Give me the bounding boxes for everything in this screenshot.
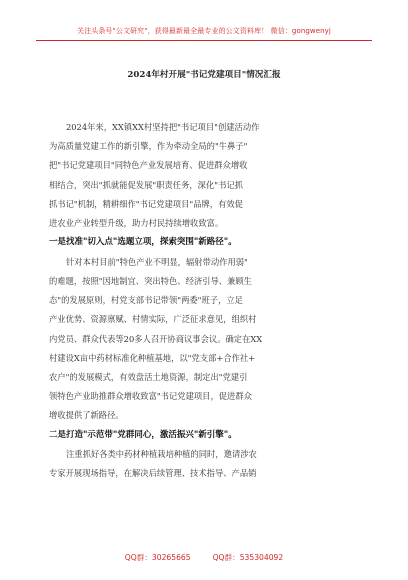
text-line: [49, 118, 359, 137]
footer-qq-group-1: QQ群：30265665: [124, 553, 191, 562]
body-paragraph: [49, 118, 359, 233]
body-paragraph: [49, 445, 359, 483]
text-line: [49, 253, 359, 272]
header-divider: [36, 40, 372, 41]
text-line: 农户"的发展模式，有效盘活土地资源，制定出"党建引: [49, 372, 248, 383]
text-line-content: 2024年来，XX镇XX村坚持把"书记项目"创建活动作: [66, 122, 260, 132]
text-line: 把"书记党建项目"同特色产业发展培育、促进群众增收: [49, 160, 248, 171]
text-line-content: 针对本村目前"特色产业不明显，辐射带动作用弱": [66, 256, 248, 267]
document-title: 2024年村开展"书记党建项目"情况汇报: [127, 70, 281, 80]
footer-qq-group-2: QQ群：535304092: [212, 553, 284, 562]
text-line: 态"的发展原则，村党支部书记带领"两委"班子，立足: [49, 295, 243, 306]
document-body: [49, 118, 359, 484]
text-line: 领特色产业助推群众增收致富"书记党建项目，促进群众: [49, 391, 252, 402]
text-line: 为高质量党建工作的新引擎，作为牵动全局的"牛鼻子": [49, 141, 248, 152]
text-line: 增收提供了新路径。: [49, 410, 124, 421]
text-line: 产业优势、资源禀赋、村情实际，广泛征求意见，组织村: [49, 314, 257, 325]
text-line: 村建设X亩中药材标准化种植基地，以"党支部+合作社+: [49, 352, 256, 363]
text-line: 内党员、群众代表等20多人召开协商议事会议。确定在XX: [49, 333, 263, 344]
text-line: 抓书记"机制，精耕细作"书记党建项目"品牌，有效促: [49, 198, 243, 209]
text-line: 相结合，突出"抓就能促发展"职责任务，深化"书记抓: [49, 179, 243, 190]
text-line-content: 注重抓好各类中药材种植栽培种植的同时，邀请涉农: [66, 449, 257, 460]
text-line: 的难题，按照"因地制宜、突出特色、经济引导、兼顾生: [49, 276, 252, 287]
text-line: 一是找准"切入点"选题立项，探索突围"新路径"。: [49, 237, 237, 248]
header-notice: 关注头条号"公文研究"，获得最新最全最专业的公文资料库！ 微信：gongwenyj: [77, 27, 331, 35]
text-line: [49, 445, 359, 464]
text-line: 进农业产业转型升级，助力村民持续增收致富。: [49, 218, 224, 229]
text-line: 二是打造"示范带"党群同心，激活振兴"新引擎"。: [49, 429, 237, 440]
body-paragraph: [49, 253, 359, 426]
section-heading: [49, 233, 359, 253]
footer-contact: [0, 552, 408, 563]
text-line: 专家开展现场指导，在解决后续管理、技术指导、产品销: [49, 468, 257, 479]
section-heading: [49, 426, 359, 446]
